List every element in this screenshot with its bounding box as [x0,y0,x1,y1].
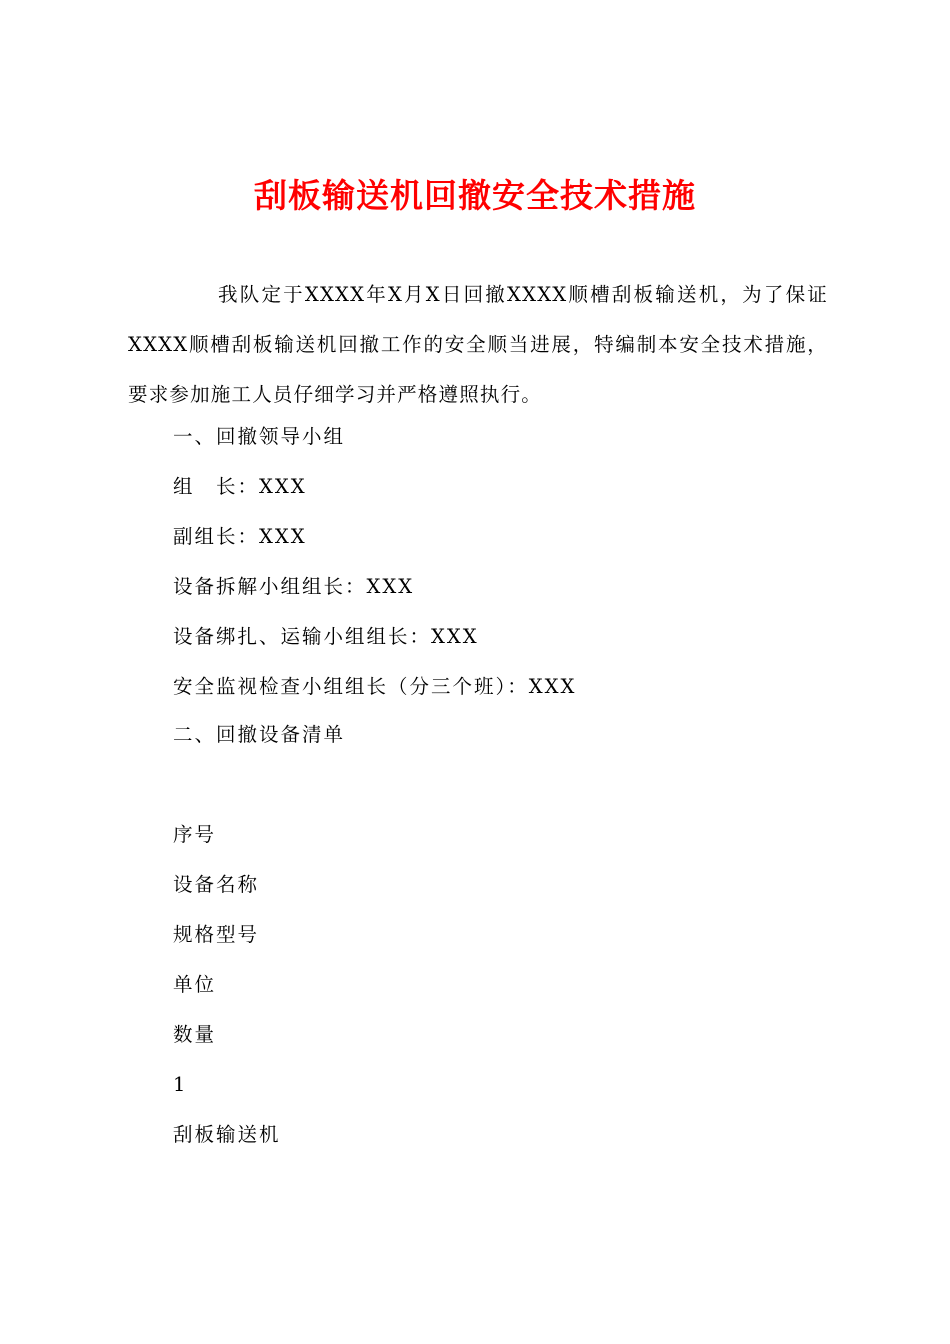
document-title: 刮板输送机回撤安全技术措施 [254,176,696,215]
intro-paragraph: 我队定于XXXX年X月X日回撤XXXX顺槽刮板输送机，为了保证XXXX顺槽刮板输送机回撤工作的安全顺当进展，特编制本安全技术措施，要求参加施工人员仔细学习并严格遵照执行。 [128,283,828,406]
dismantle-leader-line: 设备拆解小组组长：XXX [173,575,415,598]
table-cell-row1-no: 1 [173,1073,188,1096]
table-header-unit: 单位 [173,973,217,996]
section-heading-leadership: 一、回撤领导小组 [173,425,346,448]
section-heading-equipment: 二、回撤设备清单 [173,723,346,746]
table-header-qty: 数量 [173,1023,217,1046]
table-header-no: 序号 [173,823,217,846]
table-header-name: 设备名称 [173,873,260,896]
transport-leader-line: 设备绑扎、运输小组组长：XXX [173,625,479,648]
leader-line: 组 长：XXX [173,475,307,498]
table-cell-row1-name: 刮板输送机 [173,1123,281,1146]
safety-leader-line: 安全监视检查小组组长（分三个班）：XXX [173,675,577,698]
deputy-leader-line: 副组长：XXX [173,525,307,548]
table-header-spec: 规格型号 [173,923,260,946]
